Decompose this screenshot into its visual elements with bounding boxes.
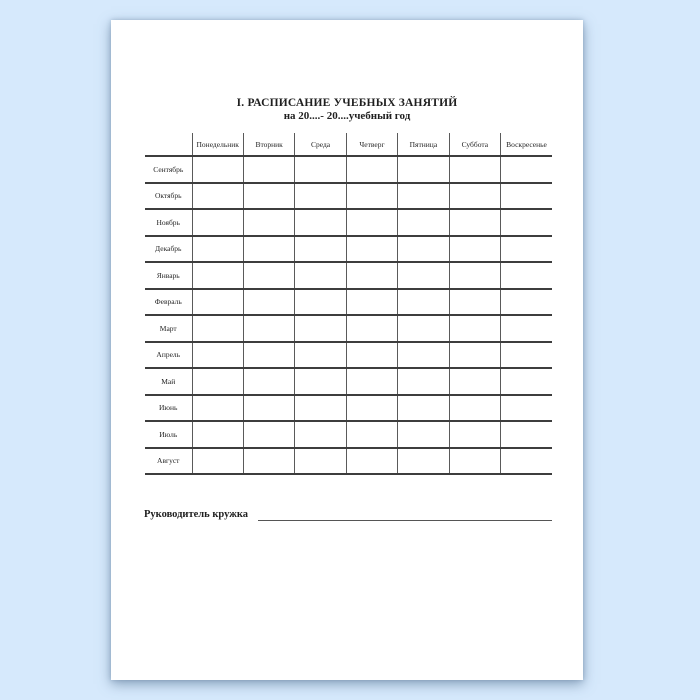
schedule-cell (295, 342, 346, 369)
schedule-cell (501, 262, 552, 289)
schedule-cell (192, 156, 243, 183)
table-row (145, 236, 552, 263)
table-row (145, 209, 552, 236)
document-header (111, 96, 583, 123)
month-label: Июль (145, 421, 192, 448)
schedule-cell (192, 315, 243, 342)
schedule-cell (346, 342, 397, 369)
schedule-cell (398, 368, 449, 395)
month-label: Июнь (145, 395, 192, 422)
schedule-cell (243, 368, 294, 395)
schedule-cell (398, 262, 449, 289)
schedule-cell (243, 156, 294, 183)
schedule-cell (449, 156, 500, 183)
schedule-cell (501, 289, 552, 316)
schedule-cell (398, 209, 449, 236)
schedule-table (145, 133, 552, 475)
schedule-cell (346, 289, 397, 316)
corner-header-cell (145, 133, 192, 156)
month-label: Январь (145, 262, 192, 289)
schedule-cell (243, 421, 294, 448)
schedule-cell (192, 395, 243, 422)
schedule-cell (295, 368, 346, 395)
schedule-cell (295, 421, 346, 448)
schedule-cell (192, 448, 243, 475)
schedule-cell (243, 183, 294, 210)
day-header-monday: Понедельник (192, 133, 243, 156)
schedule-cell (346, 209, 397, 236)
day-header-sunday: Воскресенье (501, 133, 552, 156)
schedule-cell (295, 183, 346, 210)
schedule-cell (398, 315, 449, 342)
schedule-cell (449, 315, 500, 342)
document-page (111, 20, 583, 680)
schedule-cell (192, 289, 243, 316)
schedule-cell (243, 236, 294, 263)
month-label: Август (145, 448, 192, 475)
schedule-cell (501, 395, 552, 422)
schedule-cell (346, 236, 397, 263)
schedule-cell (243, 262, 294, 289)
signature-line (258, 509, 552, 521)
schedule-cell (295, 395, 346, 422)
month-label: Февраль (145, 289, 192, 316)
month-label: Апрель (145, 342, 192, 369)
schedule-cell (346, 315, 397, 342)
schedule-cell (449, 342, 500, 369)
schedule-cell (243, 395, 294, 422)
schedule-cell (398, 395, 449, 422)
schedule-cell (449, 368, 500, 395)
schedule-cell (346, 421, 397, 448)
schedule-cell (192, 368, 243, 395)
schedule-cell (501, 315, 552, 342)
schedule-cell (398, 236, 449, 263)
schedule-cell (192, 236, 243, 263)
schedule-cell (295, 209, 346, 236)
schedule-cell (295, 236, 346, 263)
month-label: Ноябрь (145, 209, 192, 236)
day-header-saturday: Суббота (449, 133, 500, 156)
month-label: Март (145, 315, 192, 342)
schedule-cell (501, 156, 552, 183)
table-row (145, 342, 552, 369)
table-row (145, 289, 552, 316)
table-row (145, 262, 552, 289)
schedule-cell (449, 421, 500, 448)
day-header-thursday: Четверг (346, 133, 397, 156)
day-header-tuesday: Вторник (243, 133, 294, 156)
schedule-cell (295, 289, 346, 316)
schedule-cell (398, 156, 449, 183)
schedule-cell (501, 236, 552, 263)
month-label: Май (145, 368, 192, 395)
schedule-cell (346, 368, 397, 395)
page-subtitle: на 20....- 20....учебный год (283, 110, 411, 122)
schedule-cell (192, 421, 243, 448)
schedule-cell (449, 395, 500, 422)
table-row (145, 315, 552, 342)
schedule-cell (192, 183, 243, 210)
schedule-cell (501, 183, 552, 210)
schedule-cell (346, 448, 397, 475)
schedule-cell (449, 209, 500, 236)
page-title: I. РАСПИСАНИЕ УЧЕБНЫХ ЗАНЯТИЙ (236, 97, 458, 109)
signature-label: Руководитель кружка (144, 509, 248, 520)
schedule-cell (346, 395, 397, 422)
schedule-cell (243, 448, 294, 475)
schedule-cell (398, 183, 449, 210)
schedule-cell (243, 315, 294, 342)
schedule-cell (346, 183, 397, 210)
month-label: Октябрь (145, 183, 192, 210)
schedule-cell (449, 183, 500, 210)
day-header-wednesday: Среда (295, 133, 346, 156)
schedule-cell (295, 156, 346, 183)
schedule-cell (346, 262, 397, 289)
schedule-cell (243, 209, 294, 236)
table-row (145, 448, 552, 475)
day-header-friday: Пятница (398, 133, 449, 156)
schedule-cell (398, 289, 449, 316)
schedule-cell (295, 262, 346, 289)
schedule-cell (501, 448, 552, 475)
table-row (145, 395, 552, 422)
table-header-row (145, 133, 552, 156)
schedule-cell (449, 262, 500, 289)
schedule-cell (398, 421, 449, 448)
schedule-cell (501, 342, 552, 369)
schedule-cell (449, 236, 500, 263)
schedule-cell (501, 209, 552, 236)
signature-row (144, 508, 552, 521)
schedule-cell (501, 421, 552, 448)
schedule-cell (398, 342, 449, 369)
table-row (145, 183, 552, 210)
table-row (145, 421, 552, 448)
schedule-cell (295, 448, 346, 475)
schedule-cell (449, 448, 500, 475)
schedule-cell (243, 342, 294, 369)
month-label: Декабрь (145, 236, 192, 263)
schedule-cell (346, 156, 397, 183)
schedule-cell (449, 289, 500, 316)
schedule-cell (192, 209, 243, 236)
table-row (145, 368, 552, 395)
schedule-cell (295, 315, 346, 342)
schedule-cell (398, 448, 449, 475)
schedule-cell (501, 368, 552, 395)
schedule-cell (192, 342, 243, 369)
schedule-cell (192, 262, 243, 289)
month-label: Сентябрь (145, 156, 192, 183)
table-row (145, 156, 552, 183)
schedule-cell (243, 289, 294, 316)
